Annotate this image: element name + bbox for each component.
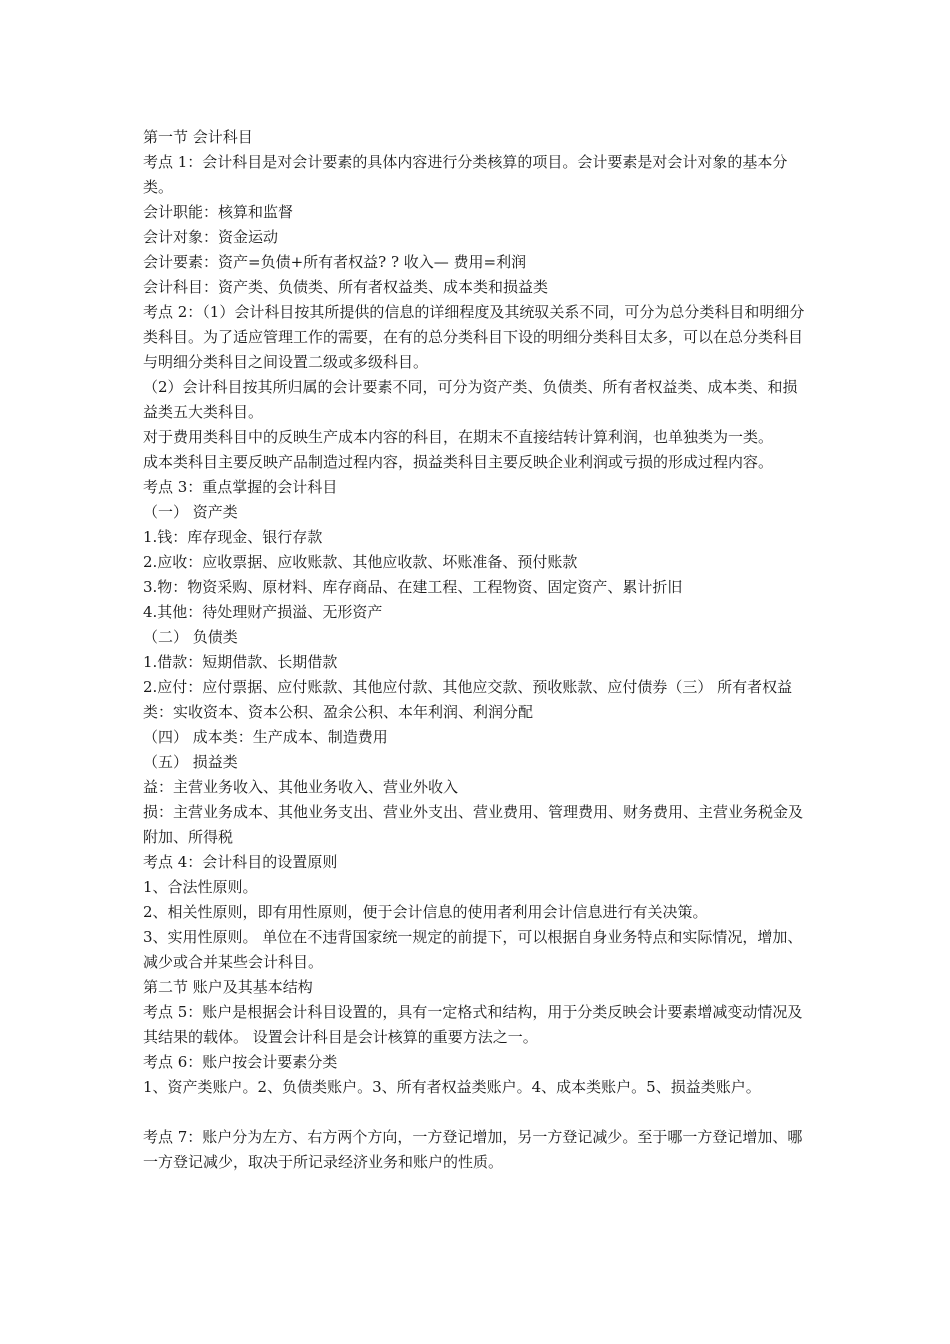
section-heading-2: 第二节 账户及其基本结构 — [143, 978, 313, 996]
assets-heading: （一） 资产类 — [143, 503, 238, 521]
accounting-subjects: 会计科目：资产类、负债类、所有者权益类、成本类和损益类 — [143, 278, 549, 296]
account-types: 1、资产类账户。2、负债类账户。3、所有者权益类账户。4、成本类账户。5、损益类账户。 — [143, 1078, 761, 1096]
liabilities-heading: （二） 负债类 — [143, 628, 238, 646]
cost-heading: （四） 成本类：生产成本、制造费用 — [143, 728, 388, 746]
document-page — [143, 125, 811, 1175]
point-5-text: 考点 5：账户是根据会计科目设置的，具有一定格式和结构，用于分类反映会计要素增减变动情况及其结果的载体。 设置会计科目是会计核算的重要方法之一。 — [143, 1003, 803, 1046]
accounting-functions: 会计职能：核算和监督 — [143, 203, 294, 221]
accounting-object: 会计对象：资金运动 — [143, 228, 279, 246]
liabilities-loans: 1.借款：短期借款、长期借款 — [143, 653, 338, 671]
accounting-elements: 会计要素：资产=负债+所有者权益? ? 收入— 费用=利润 — [143, 253, 527, 271]
principle-relevance: 2、相关性原则，即有用性原则，便于会计信息的使用者利用会计信息进行有关决策。 — [143, 903, 708, 921]
cost-profit-note: 成本类科目主要反映产品制造过程内容，损益类科目主要反映企业利润或亏损的形成过程内容。 — [143, 453, 774, 471]
principle-practicality: 3、实用性原则。 单位在不违背国家统一规定的前提下，可以根据自身业务特点和实际情况，增加、减少或合并某些会计科目。 — [143, 928, 803, 971]
point-2-text: 考点 2：（1）会计科目按其所提供的信息的详细程度及其统驭关系不同，可分为总分类科目和明细分类科目。为了适应管理工作的需要，在有的总分类科目下设的明细分类科目太多，可以在总分类科目与明细分类科目之间设置二级或多级科目。 — [143, 303, 805, 371]
profit-loss-heading: （五） 损益类 — [143, 753, 238, 771]
cost-class-note: 对于费用类科目中的反映生产成本内容的科目，在期末不直接结转计算利润，也单独类为一类。 — [143, 428, 774, 446]
point-2-item-2: （2）会计科目按其所归属的会计要素不同，可分为资产类、负债类、所有者权益类、成本类、和损益类五大类科目。 — [143, 378, 798, 421]
expense-items: 损：主营业务成本、其他业务支出、营业外支出、营业费用、管理费用、财务费用、主营业务税金及附加、所得税 — [143, 803, 804, 846]
point-3-heading: 考点 3：重点掌握的会计科目 — [143, 478, 338, 496]
blank-line — [143, 1100, 811, 1125]
assets-other: 4.其他：待处理财产损溢、无形资产 — [143, 603, 383, 621]
liabilities-payables: 2.应付：应付票据、应付账款、其他应付款、其他应交款、预收账款、应付债券（三） 所有者权益类：实收资本、资本公积、盈余公积、本年利润、利润分配 — [143, 678, 793, 721]
point-7-text: 考点 7：账户分为左方、右方两个方向，一方登记增加，另一方登记减少。至于哪一方登记增加、哪一方登记减少，取决于所记录经济业务和账户的性质。 — [143, 1128, 803, 1171]
assets-cash: 1.钱：库存现金、银行存款 — [143, 528, 323, 546]
principle-legality: 1、合法性原则。 — [143, 878, 258, 896]
point-4-heading: 考点 4：会计科目的设置原则 — [143, 853, 338, 871]
assets-receivables: 2.应收：应收票据、应收账款、其他应收款、坏账准备、预付账款 — [143, 553, 578, 571]
section-heading-1: 第一节 会计科目 — [143, 128, 253, 146]
income-items: 益：主营业务收入、其他业务收入、营业外收入 — [143, 778, 459, 796]
assets-materials: 3.物：物资采购、原材料、库存商品、在建工程、工程物资、固定资产、累计折旧 — [143, 578, 683, 596]
point-1-text: 考点 1：会计科目是对会计要素的具体内容进行分类核算的项目。会计要素是对会计对象的基本分类。 — [143, 153, 788, 196]
point-6-heading: 考点 6：账户按会计要素分类 — [143, 1053, 338, 1071]
